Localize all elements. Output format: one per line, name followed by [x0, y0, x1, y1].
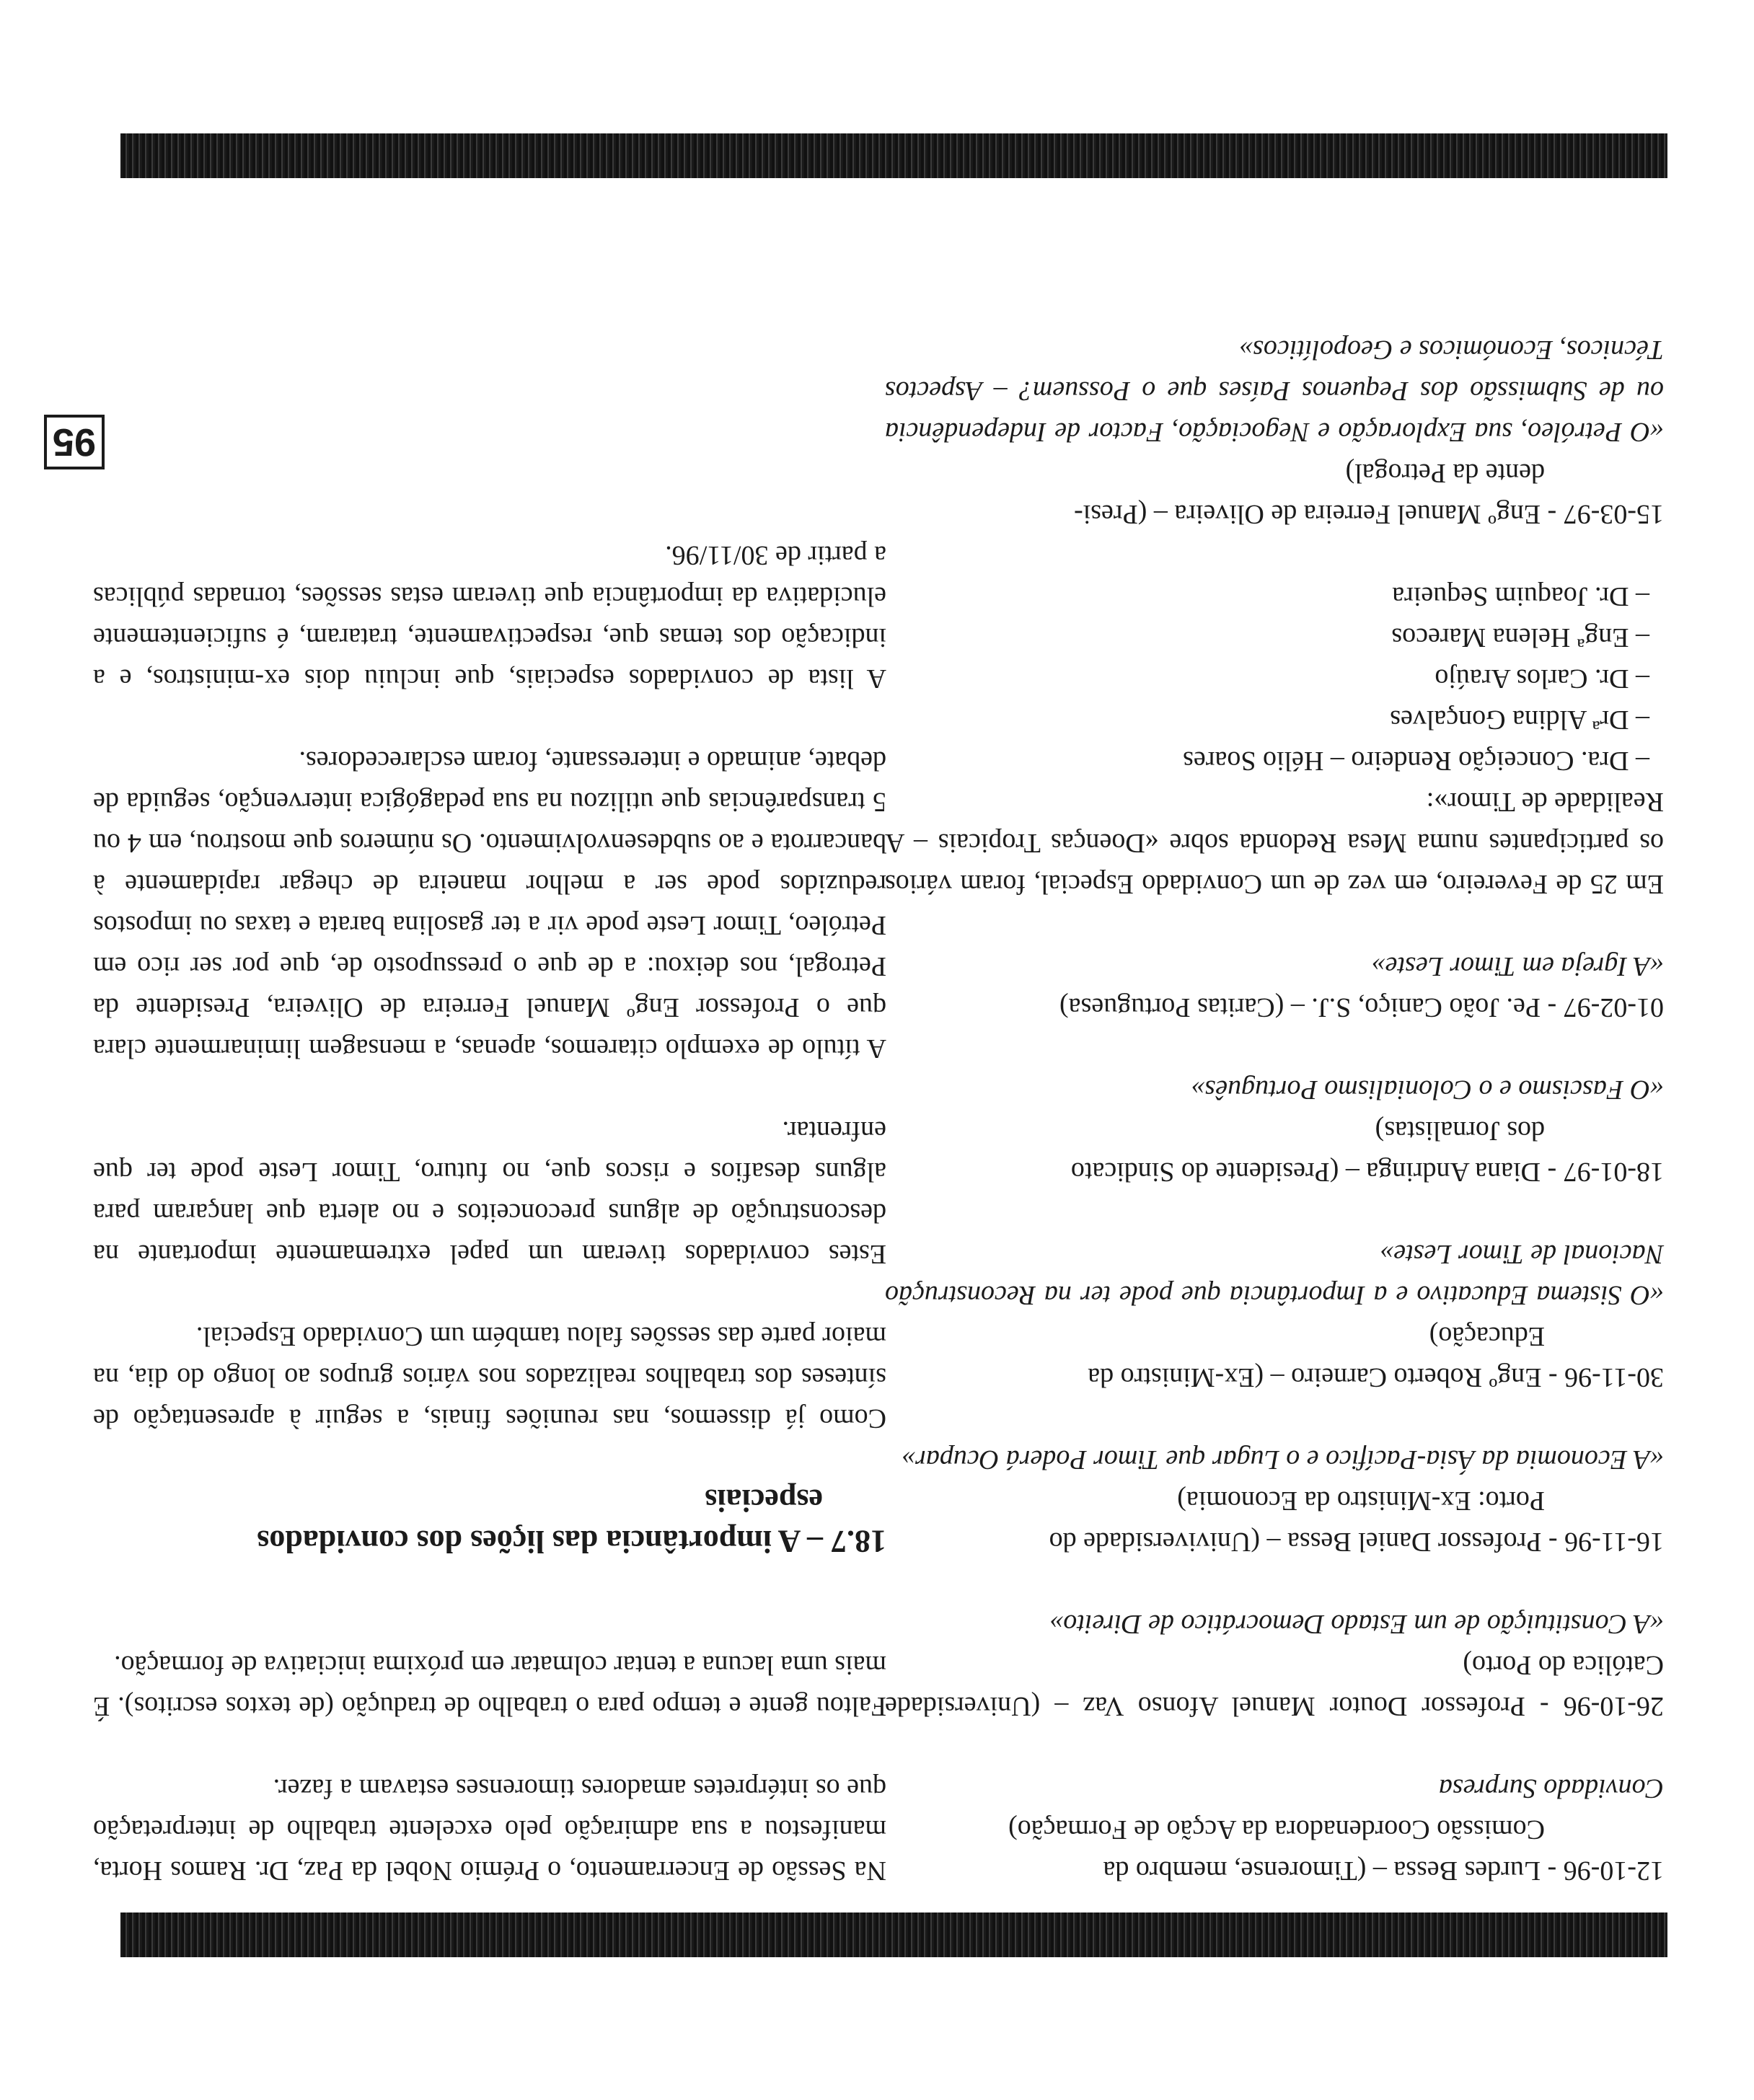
speaker-affiliation: Porto: Ex-Ministro da Economia) [1177, 1486, 1545, 1516]
bottom-decorative-bar [120, 133, 1667, 178]
speaker-entry [885, 945, 1664, 1028]
round-table-intro: Em 25 de Fevereiro, em vez de um Convidado Especial, foram vários os participantes numa Mesa Redonda sobre «Doenças Tropicais – A Realidade de Timor»: [885, 787, 1664, 899]
speaker-line: 15-03-97 - Engº Manuel Ferreira de Oliveira – (Presi- [1074, 499, 1664, 529]
talk-title: «A Economia da Ásia-Pacífico e o Lugar que Timor Poderá Ocupar» [902, 1444, 1664, 1475]
speaker-entry [885, 1233, 1664, 1398]
speaker-line: 18-01-97 - Diana Andringa – (Presidente do Sindicato [1070, 1157, 1664, 1187]
speaker-line: 26-10-96 - Professor Doutor Manuel Afonso Vaz – (Universidade Católica do Porto) [885, 1650, 1664, 1721]
speaker-line: 01-02-97 - Pe. João Caniço, S.J. – (Caritas Portuguesa) [1059, 992, 1664, 1023]
paragraph: A título de exemplo citaremos, apenas, a mensagem liminarmente clara que o Professor Engº Manuel Ferreira de Oliveira, Presidente da Petrogal, nos deixou: a de que o pressuposto de, que por ser rico em Petróleo, Timor Leste pode vir a ter gasolina barata e taxas ou impostos reduzidos pode ser a melhor maneira de chegar rapidamente à bancarrota e ao subdesenvolvimento. Os números que mostrou, em 4 ou 5 transparências que utilizou na sua pedagógica intervenção, seguida de debate, animado e interessante, foram esclarecedores. [93, 746, 886, 1064]
speaker-affiliation: Comissão Coordenadora da Acção de Formação) [1008, 1814, 1545, 1845]
speaker-affiliation: dos Jornalistas) [1375, 1116, 1545, 1146]
paragraph: Como já dissemos, nas reuniões finais, a seguir à apresentação de sínteses dos trabalhos realizados nos vários grupos ao longo do dia, na maior parte das sessões falou também um Convidado Especial. [93, 1321, 886, 1434]
top-decorative-bar [120, 1912, 1667, 1957]
speaker-line: 30-11-96 - Engº Roberto Carneiro – (Ex-Ministro da [1088, 1362, 1664, 1393]
participant-item: – Engª Helena Marecos [1391, 622, 1649, 653]
speaker-entry [885, 1768, 1664, 1891]
section-heading-line: especiais [705, 1483, 823, 1518]
participant-item: – Dr. Carlos Araújo [1435, 663, 1649, 694]
talk-title: «O Fascismo e o Colonialismo Português» [1191, 1075, 1664, 1105]
speaker-entry [885, 1069, 1664, 1192]
talk-title: «A Igreja em Timor Leste» [1371, 951, 1664, 981]
paragraph: Faltou gente e tempo para o trabalho de tradução (de textos escritos). É mais uma lacuna a tentar colmatar em próxima iniciativa de formação. [93, 1650, 886, 1721]
participant-item: – Dr. Joaquim Sequeira [1392, 581, 1649, 612]
paragraph: Na Sessão de Encerramento, o Prémio Nobel da Paz, Dr. Ramos Horta, manifestou a sua admiração pelo excelente trabalho de interpretação que os intérpretes amadores timorenses estavam a fazer. [93, 1773, 886, 1886]
page-number-box [44, 415, 105, 469]
talk-title: Convidado Surpresa [1438, 1773, 1664, 1804]
right-column [93, 493, 886, 1891]
paragraph: Estes convidados tiveram um papel extremamente importante na desconstrução de alguns preconceitos e no alerta que lançaram para alguns desafios e riscos que, no futuro, Timor Leste pode ter que enfrentar. [93, 1116, 886, 1269]
speaker-entry [885, 1603, 1664, 1726]
speaker-affiliation: dente da Petrogal) [1345, 458, 1545, 488]
page-number: 95 [52, 420, 97, 464]
paragraph: A lista de convidados especiais, que incluiu dois ex-ministros, e a indicação dos temas que, respectivamente, trataram, é suficientemente elucidativa da importância que tiveram estas sessões, tornadas públicas a partir de 30/11/96. [93, 540, 886, 694]
speaker-line: 16-11-96 - Professor Daniel Bessa – (Univiversidade do [1049, 1527, 1664, 1557]
talk-title: «A Constituição de um Estado Democrático de Direito» [1049, 1609, 1664, 1639]
section-heading [93, 1480, 886, 1562]
speaker-line: 12-10-96 - Lurdes Bessa – (Timorense, membro da [1103, 1856, 1664, 1886]
left-column [885, 288, 1664, 1891]
talk-title: «O Sistema Educativo e a Importância que pode ter na Reconstrução Nacional de Timor Leste» [885, 1239, 1664, 1310]
speaker-entry [885, 329, 1664, 534]
speaker-entry [885, 1439, 1664, 1562]
talk-title: «O Petróleo, sua Exploração e Negociação, Factor de Independência ou de Submissão dos Pequenos Países que o Possuem? – Aspectos Técnicos, Económicos e Geopolíticos» [885, 335, 1664, 447]
participant-item: – Drª Aldina Gonçalves [1390, 705, 1649, 735]
section-heading-line: 18.7 – A importância das lições dos convidados [257, 1524, 886, 1559]
participant-item: – Dra. Conceição Rendeiro – Hélio Soares [1183, 746, 1649, 776]
speaker-affiliation: Educação) [1429, 1321, 1545, 1351]
round-table-block [885, 575, 1664, 904]
